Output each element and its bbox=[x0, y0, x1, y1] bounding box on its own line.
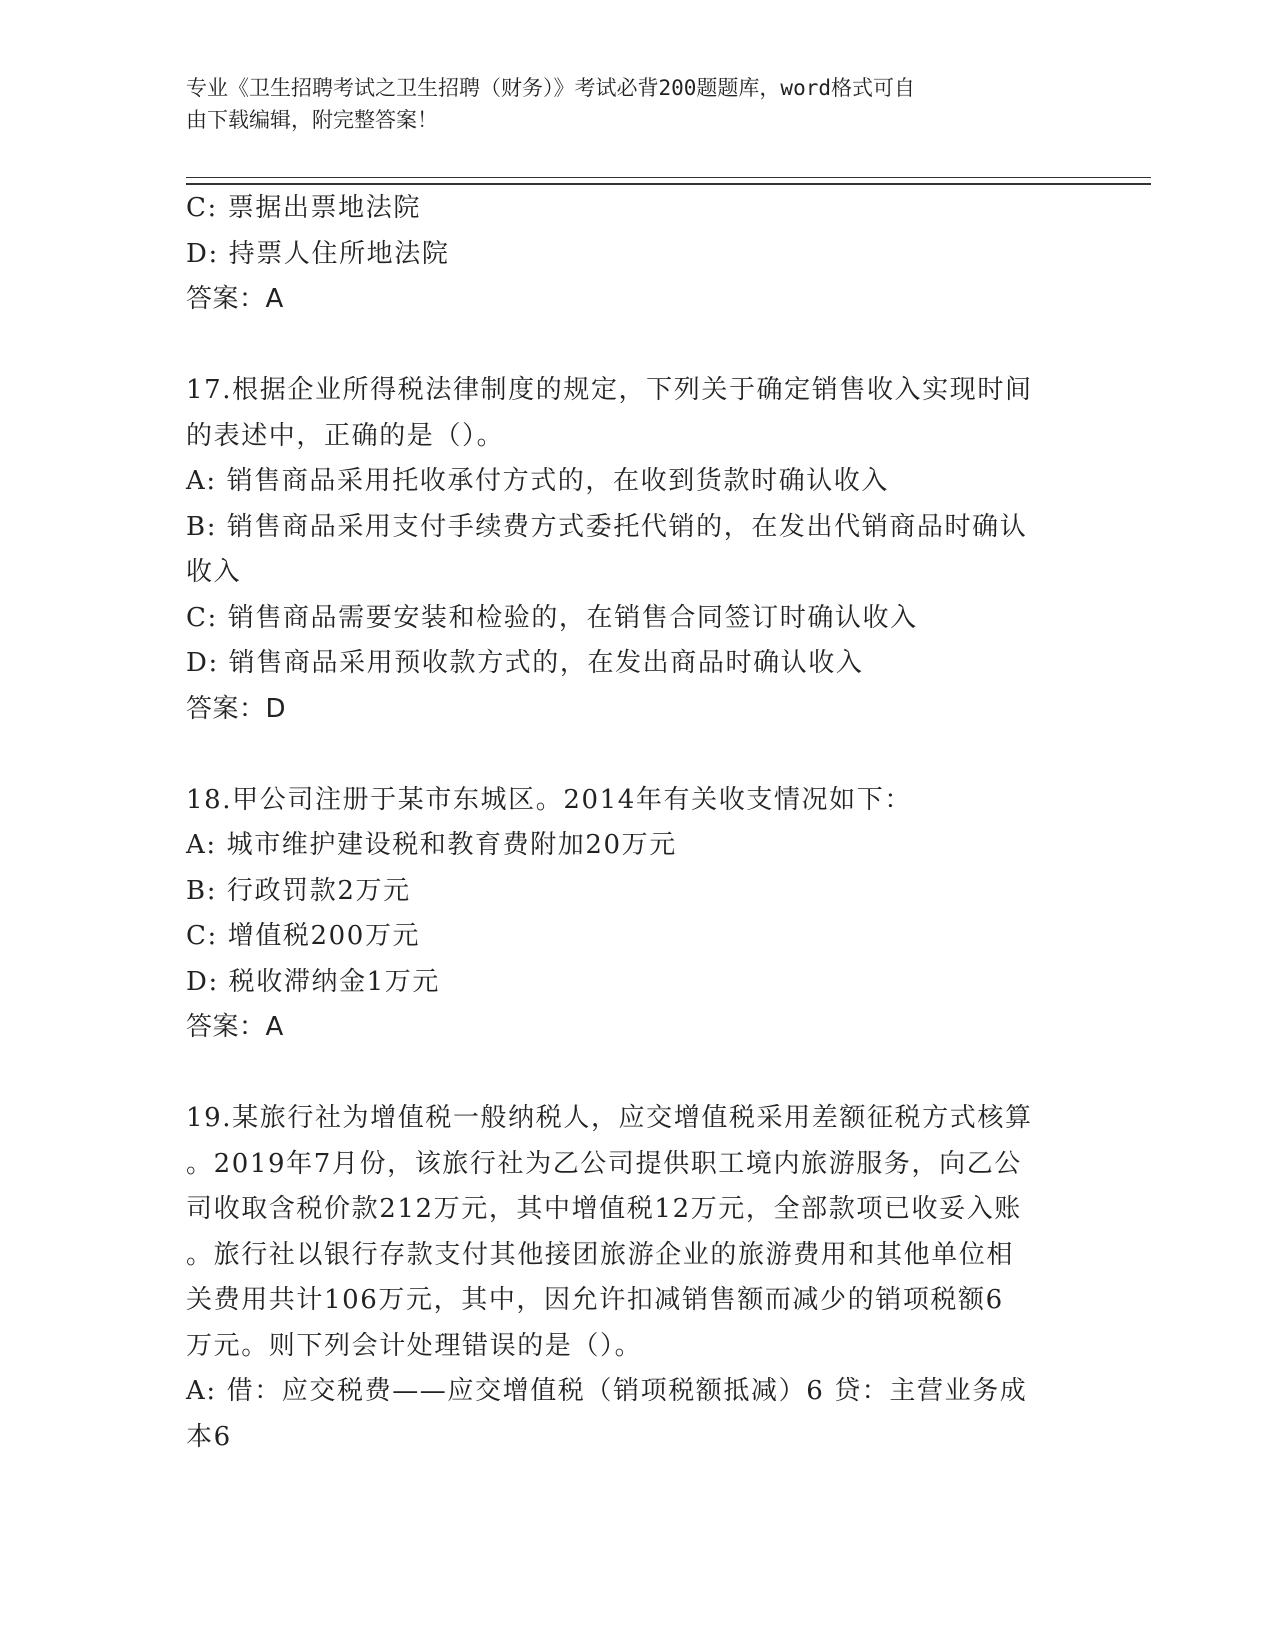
question-19 bbox=[186, 1096, 1106, 1460]
option-d: D: 销售商品采用预收款方式的，在发出商品时确认收入 bbox=[186, 648, 864, 678]
spacer bbox=[186, 732, 1106, 778]
document-header bbox=[186, 72, 1066, 136]
option-d: D: 持票人住所地法院 bbox=[186, 238, 450, 269]
answer: 答案：A bbox=[186, 284, 284, 314]
question-stem-line: 。2019年7月份，该旅行社为乙公司提供职工境内旅游服务，向乙公 bbox=[186, 1148, 1022, 1179]
header-line-1: 专业《卫生招聘考试之卫生招聘（财务）》考试必背200题题库，word格式可自 bbox=[186, 76, 915, 100]
question-stem-line: 的表述中，正确的是（）。 bbox=[186, 420, 505, 451]
header-line-2: 由下载编辑，附完整答案！ bbox=[186, 108, 438, 132]
header-divider bbox=[186, 177, 1151, 185]
question-stem-line: 关费用共计106万元，其中，因允许扣减销售额而减少的销项税额6 bbox=[186, 1285, 1004, 1315]
option-a: A: 销售商品采用托收承付方式的，在收到货款时确认收入 bbox=[186, 466, 890, 496]
answer: 答案：D bbox=[186, 693, 287, 724]
option-b: B: 行政罚款2万元 bbox=[186, 875, 411, 906]
option-c: C: 增值税200万元 bbox=[186, 921, 421, 951]
question-stem-line: 17.根据企业所得税法律制度的规定，下列关于确定销售收入实现时间 bbox=[186, 375, 1033, 405]
option-c: C: 销售商品需要安装和检验的，在销售合同签订时确认收入 bbox=[186, 602, 918, 633]
option-d: D: 税收滞纳金1万元 bbox=[186, 966, 441, 997]
option-b-line: 收入 bbox=[186, 557, 242, 587]
spacer bbox=[186, 1051, 1106, 1097]
question-17 bbox=[186, 368, 1106, 732]
question-stem-line: 19.某旅行社为增值税一般纳税人，应交增值税采用差额征税方式核算 bbox=[186, 1103, 1033, 1133]
option-a-line: A: 借：应交税费——应交增值税（销项税额抵减）6 贷：主营业务成 bbox=[186, 1376, 1028, 1406]
document-body bbox=[186, 186, 1106, 1460]
option-a: A: 城市维护建设税和教育费附加20万元 bbox=[186, 830, 677, 860]
spacer bbox=[186, 323, 1106, 369]
option-b-line: B: 销售商品采用支付手续费方式委托代销的，在发出代销商品时确认 bbox=[186, 511, 1028, 542]
option-c: C: 票据出票地法院 bbox=[186, 193, 421, 223]
question-stem-line: 。旅行社以银行存款支付其他接团旅游企业的旅游费用和其他单位相 bbox=[186, 1239, 1015, 1270]
option-a-line: 本6 bbox=[186, 1421, 232, 1452]
answer: 答案：A bbox=[186, 1012, 284, 1042]
question-18 bbox=[186, 778, 1106, 1051]
question-stem-line: 万元。则下列会计处理错误的是（）。 bbox=[186, 1330, 643, 1361]
question-stem-line: 司收取含税价款212万元，其中增值税12万元，全部款项已收妥入账 bbox=[186, 1194, 1022, 1224]
question-16-partial bbox=[186, 186, 1106, 323]
question-stem: 18.甲公司注册于某市东城区。2014年有关收支情况如下： bbox=[186, 784, 912, 815]
